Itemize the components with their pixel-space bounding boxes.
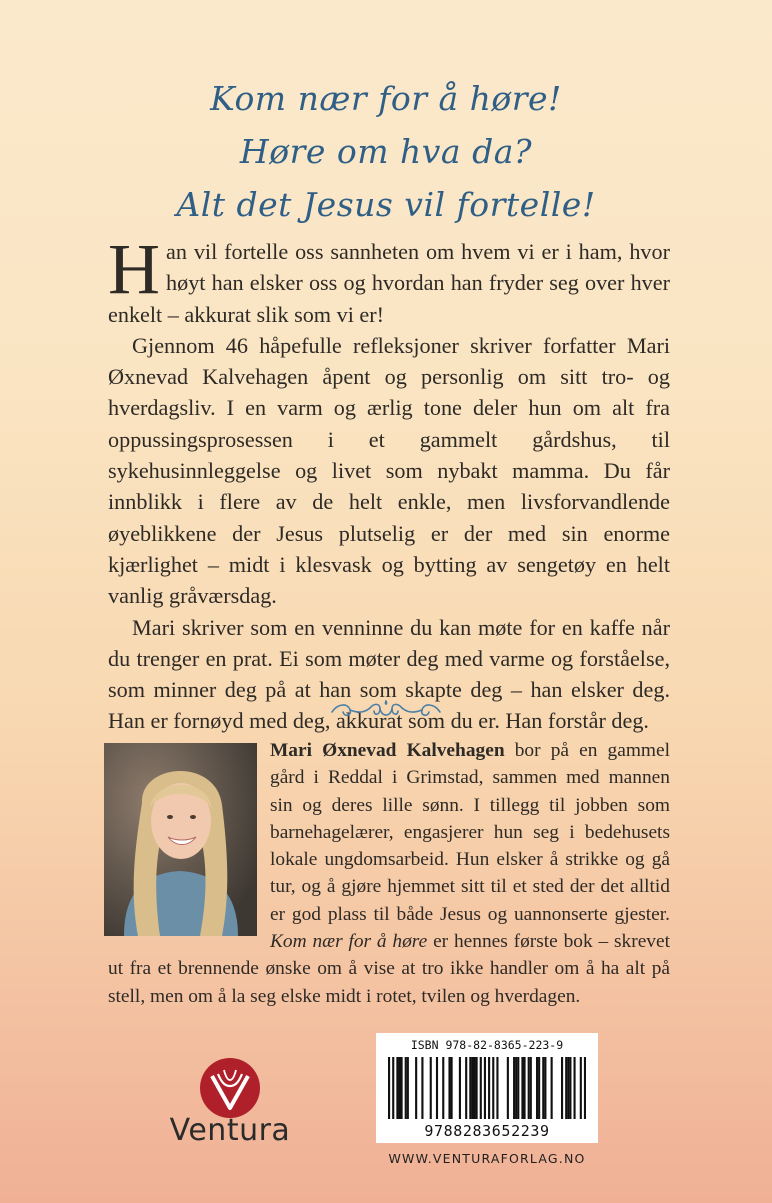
barcode-bar — [580, 1057, 582, 1119]
barcode-bar — [567, 1057, 569, 1119]
drop-cap: H — [108, 229, 160, 309]
isbn-barcode — [376, 1033, 598, 1143]
barcode-bar — [528, 1057, 530, 1119]
tagline-line-2: Høre om hva da? — [239, 132, 533, 171]
barcode-bar — [436, 1057, 438, 1119]
bio-line: gård i Reddal i Grimstad, sammen med mannen — [270, 767, 670, 789]
tagline-line-3: Alt det Jesus vil fortelle! — [176, 185, 596, 224]
barcode-bar — [507, 1057, 509, 1119]
blurb-paragraph-1 — [108, 229, 670, 330]
barcode-bar — [573, 1057, 575, 1119]
barcode-bar — [513, 1057, 515, 1119]
bio-line: stell, men om å la seg elske midt i rotet, tvilen og hverdagen. — [108, 985, 581, 1007]
barcode-bar — [484, 1057, 486, 1119]
barcode-bar — [442, 1057, 444, 1119]
barcode-bar — [401, 1057, 403, 1119]
bio-line — [108, 928, 670, 955]
barcode-bar — [480, 1057, 482, 1119]
barcode-bar — [465, 1057, 467, 1119]
barcode-bars — [388, 1057, 586, 1119]
barcode-bar — [476, 1057, 478, 1119]
barcode-bar — [388, 1057, 390, 1119]
barcode-bar — [448, 1057, 450, 1119]
barcode-bar — [565, 1057, 567, 1119]
tagline — [0, 72, 772, 231]
barcode-bar — [492, 1057, 494, 1119]
tagline-line-1: Kom nær for å høre! — [210, 79, 562, 118]
bio-line: sin og deres lille sønn. I tillegg til jobben som — [270, 794, 670, 816]
bio-line: ut fra et brennende ønske om å vise at tro ikke handler om å ha alt på — [108, 958, 670, 980]
author-name: Mari Øxnevad Kalvehagen — [270, 740, 505, 761]
barcode-bar — [496, 1057, 498, 1119]
isbn-label: ISBN 978-82-8365-223-9 — [410, 1038, 564, 1052]
bio-line-text: er hennes første bok – skrevet — [433, 931, 670, 953]
barcode-bar — [544, 1057, 546, 1119]
barcode-bar — [407, 1057, 409, 1119]
blurb-paragraph-1-text: an vil fortelle oss sannheten om hvem vi er i ham, hvor høyt han elsker oss og hvordan han fryder seg over hver enkelt – akkurat slik som vi er! — [108, 239, 670, 327]
barcode-bar — [451, 1057, 453, 1119]
bio-line: tur, og å gjøre hjemmet sitt til et sted der det alltid — [270, 876, 670, 898]
barcode-bar — [392, 1057, 394, 1119]
barcode-bar — [421, 1057, 423, 1119]
barcode-bar — [551, 1057, 553, 1119]
blurb-paragraph-2: Gjennom 46 håpefulle refleksjoner skriver forfatter Mari Øxnevad Kalvehagen åpent og personlig om sitt tro- og hverdagsliv. I en varm og ærlig tone deler hun om alt fra oppussingsprosessen i et gammelt gårdshus, til sykehusinnleggelse og livet som nybakt mamma. Du får innblikk i flere av de helt enkle, men livsforvandlende øyeblikkene der Jesus plutselig er der med sin enorme kjærlighet – midt i klesvask og bytting av sengetøy en helt vanlig gråværsdag. — [108, 332, 670, 609]
bio-line: barnehagelærer, engasjerer hun seg i bedehusets — [270, 821, 670, 843]
barcode-bar — [515, 1057, 517, 1119]
barcode-bar — [488, 1057, 490, 1119]
barcode-bar — [405, 1057, 407, 1119]
barcode-bar — [521, 1057, 523, 1119]
barcode-bar — [536, 1057, 538, 1119]
barcode-bar — [459, 1057, 461, 1119]
publisher-website: WWW.VENTURAFORLAG.NO — [388, 1151, 586, 1166]
barcode-bar — [584, 1057, 586, 1119]
barcode-bar — [473, 1057, 475, 1119]
barcode-bar — [396, 1057, 398, 1119]
barcode-bar — [538, 1057, 540, 1119]
swirl-ornament-icon — [328, 699, 444, 721]
blurb-paragraph-3: Mari skriver som en venninne du kan møte for en kaffe når du trenger en prat. Ei som møter deg med varme og forståelse, som minner deg på at han som skapte deg – han elsker deg. Han er fornøyd med deg, akkurat som du er. Han forstår deg. — [108, 614, 670, 734]
book-title: Kom nær for å høre — [270, 931, 428, 953]
barcode-bar — [561, 1057, 563, 1119]
bio-line: er god plass til både Jesus og uannonserte gjester. — [270, 903, 670, 925]
bio-line: lokale ungdomsarbeid. Hun elsker å strikke og gå — [270, 849, 670, 871]
barcode-bar — [415, 1057, 417, 1119]
barcode-bar — [430, 1057, 432, 1119]
barcode-bar — [569, 1057, 571, 1119]
barcode-bar — [471, 1057, 473, 1119]
barcode-bar — [523, 1057, 525, 1119]
barcode-bar — [530, 1057, 532, 1119]
publisher-name: Ventura — [169, 1113, 291, 1148]
barcode-digits: 9788283652239 — [424, 1122, 550, 1140]
barcode-bar — [517, 1057, 519, 1119]
blurb-text — [108, 229, 670, 737]
barcode-bar — [542, 1057, 544, 1119]
barcode-bar — [469, 1057, 471, 1119]
author-bio — [108, 737, 670, 1010]
bio-line-text: bor på en gammel — [514, 740, 670, 761]
bio-line — [108, 737, 670, 764]
barcode-bar — [398, 1057, 400, 1119]
